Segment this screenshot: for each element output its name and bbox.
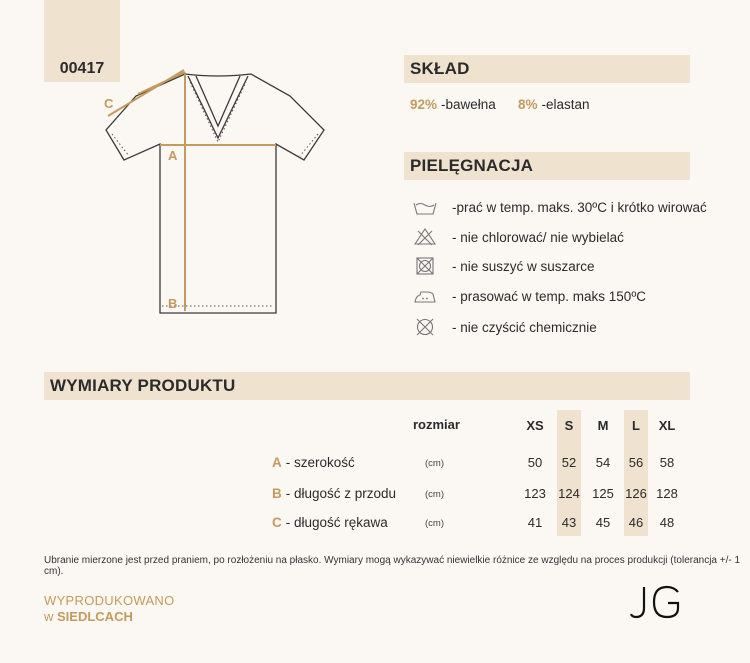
table-cell: 126 — [625, 486, 647, 501]
made-in-city — [44, 609, 133, 624]
table-cell: 124 — [558, 486, 580, 501]
care-item — [412, 255, 595, 277]
size-l: L — [632, 418, 640, 433]
composition-label: -elastan — [541, 97, 590, 112]
row-unit: (cm) — [425, 489, 444, 500]
size-xl: XL — [658, 418, 676, 433]
row-name: - długość z przodu — [285, 486, 397, 501]
table-cell: 50 — [527, 455, 543, 470]
care-text: - nie suszyć w suszarce — [452, 258, 595, 274]
measurement-note: Ubranie mierzone jest przed praniem, po rozłożeniu na płasko. Wymiary mogą wykazywać niewielkie różnice ze względu na proces produkcji (tolerancja +/- 1 cm). — [44, 555, 741, 577]
composition-header — [404, 55, 690, 83]
row-letter: B — [272, 486, 282, 501]
size-m: M — [597, 418, 609, 433]
size-header: rozmiar — [413, 417, 460, 432]
table-cell: 128 — [656, 486, 678, 501]
iron-150-icon — [412, 286, 438, 306]
care-text: -prać w temp. maks. 30ºC i krótko wirować — [452, 199, 707, 215]
table-cell: 52 — [561, 455, 577, 470]
dimensions-header — [44, 372, 690, 400]
table-cell: 125 — [592, 486, 614, 501]
table-cell: 48 — [659, 515, 675, 530]
garment-diagram — [98, 68, 338, 318]
no-bleach-icon — [412, 227, 438, 247]
table-cell: 123 — [524, 486, 546, 501]
care-item — [412, 196, 707, 218]
no-tumble-dry-icon — [412, 256, 438, 276]
dimensions-title: WYMIARY PRODUKTU — [50, 376, 236, 395]
table-row-label — [272, 515, 388, 530]
care-text: - prasować w temp. maks 150ºC — [452, 288, 646, 304]
row-letter: C — [272, 515, 282, 530]
size-xs: XS — [526, 418, 544, 433]
composition-item — [518, 97, 590, 112]
table-cell: 54 — [595, 455, 611, 470]
label-b: B — [168, 296, 178, 311]
composition-title: SKŁAD — [410, 59, 470, 78]
care-item — [412, 285, 646, 307]
table-row-label — [272, 455, 355, 470]
made-in-label: WYPRODUKOWANO — [44, 593, 175, 608]
label-c: C — [104, 96, 114, 111]
made-in-city-name: SIEDLCACH — [57, 609, 133, 624]
table-cell: 58 — [659, 455, 675, 470]
care-title: PIELĘGNACJA — [410, 156, 534, 175]
table-cell: 46 — [628, 515, 644, 530]
care-text: - nie czyścić chemicznie — [452, 319, 597, 335]
composition-pct: 8% — [518, 97, 538, 112]
row-name: - szerokość — [285, 455, 355, 470]
row-name: - długość rękawa — [285, 515, 388, 530]
made-in-prefix: w — [44, 609, 54, 624]
table-cell: 41 — [527, 515, 543, 530]
care-header — [404, 152, 690, 180]
table-cell: 45 — [595, 515, 611, 530]
row-unit: (cm) — [425, 458, 444, 469]
composition-label: -bawełna — [441, 97, 496, 112]
size-s: S — [564, 418, 574, 433]
row-unit: (cm) — [425, 518, 444, 529]
wash-30-icon — [412, 197, 438, 217]
brand-logo — [630, 584, 690, 620]
row-letter: A — [272, 455, 282, 470]
composition-pct: 92% — [410, 97, 438, 112]
care-item — [412, 316, 597, 338]
table-cell: 43 — [561, 515, 577, 530]
no-dry-clean-icon — [412, 317, 438, 337]
care-item — [412, 226, 624, 248]
table-cell: 56 — [628, 455, 644, 470]
care-text: - nie chlorować/ nie wybielać — [452, 229, 624, 245]
label-a: A — [168, 148, 178, 163]
composition-item — [410, 97, 496, 112]
product-code: 00417 — [59, 60, 105, 77]
table-row-label — [272, 486, 396, 501]
